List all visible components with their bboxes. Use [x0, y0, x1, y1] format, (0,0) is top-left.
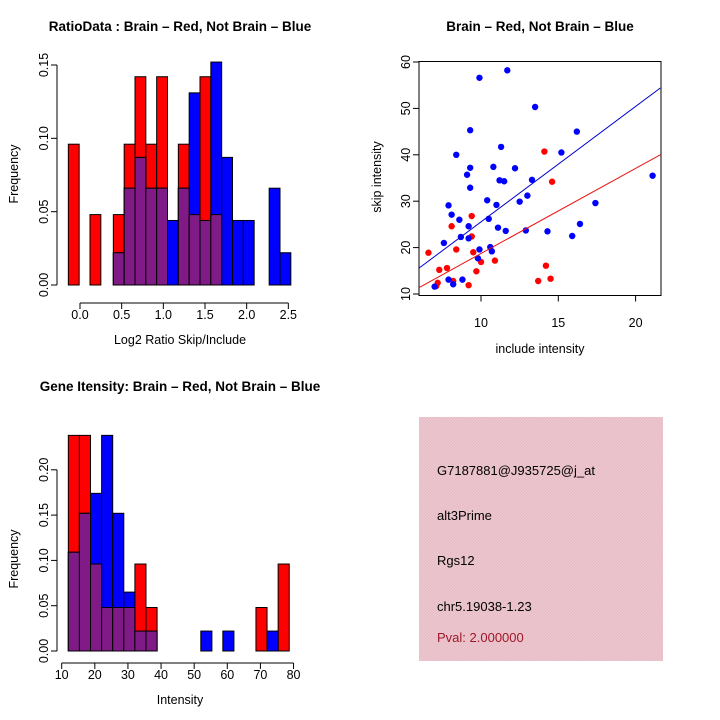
y-tick-label: 0.05	[37, 199, 51, 224]
y-tick-label: 0.15	[37, 502, 51, 528]
histogram-bar-blue	[267, 631, 278, 651]
x-tick-label: 2.0	[237, 308, 256, 322]
data-point-blue	[512, 165, 518, 171]
data-point-blue	[516, 198, 522, 204]
data-point-blue	[445, 276, 451, 282]
x-tick-label: 20	[628, 316, 643, 330]
histogram-bar-overlap	[68, 552, 79, 651]
data-point-red	[425, 250, 431, 256]
histogram-bar-blue	[201, 631, 212, 651]
data-point-blue	[592, 200, 598, 206]
histogram-bar-blue	[167, 220, 178, 285]
panel-title: RatioData : Brain – Red, Not Brain – Blue	[48, 19, 312, 34]
gene-intensity-histogram-plot	[0, 360, 360, 720]
x-tick-label: 30	[120, 668, 135, 682]
x-tick-label: 60	[220, 668, 235, 682]
x-axis-label: Log2 Ratio Skip/Include	[113, 333, 247, 347]
data-point-blue	[445, 202, 451, 208]
y-tick-label: 0.00	[37, 638, 51, 664]
x-tick-label: 40	[154, 668, 169, 682]
x-tick-label: 50	[187, 668, 202, 682]
x-tick-label: 15	[551, 316, 566, 330]
panel-info	[360, 360, 720, 720]
ratio-histogram-plot	[0, 0, 360, 360]
data-point-red	[453, 246, 459, 252]
histogram-bar-overlap	[178, 188, 189, 285]
data-point-blue	[544, 228, 550, 234]
x-tick-label: 20	[87, 668, 102, 682]
data-point-blue	[532, 104, 538, 110]
y-tick-label: 30	[399, 194, 413, 209]
histogram-bar-overlap	[113, 608, 124, 651]
event-type-text: alt3Prime	[437, 508, 492, 523]
histogram-bar-blue	[269, 188, 280, 285]
data-point-red	[535, 278, 541, 284]
data-point-blue	[569, 233, 575, 239]
histogram-bar-blue	[222, 157, 233, 285]
histogram-bar-overlap	[189, 215, 200, 285]
y-tick-label: 0.05	[37, 593, 51, 618]
histogram-bar-overlap	[91, 564, 102, 651]
histogram-bar-overlap	[79, 513, 90, 651]
x-tick-label: 10	[54, 668, 69, 682]
data-point-blue	[456, 217, 462, 223]
x-tick-label: 2.5	[279, 308, 298, 322]
y-tick-label: 0.00	[37, 272, 51, 298]
x-tick-label: 1.0	[154, 308, 173, 322]
data-point-red	[470, 249, 476, 255]
x-tick-label: 80	[286, 668, 301, 682]
data-point-blue	[524, 192, 530, 198]
data-point-blue	[558, 149, 564, 155]
panel-intensity-scatter	[360, 0, 720, 360]
y-tick-label: 10	[399, 287, 413, 301]
data-point-blue	[490, 164, 496, 170]
x-axis-label: include intensity	[495, 342, 585, 356]
data-point-red	[436, 267, 442, 273]
histogram-bar-overlap	[135, 631, 146, 651]
data-point-blue	[498, 144, 504, 150]
y-axis-label: Frequency	[7, 529, 21, 589]
histogram-bar-red	[90, 215, 101, 285]
histogram-bar-overlap	[124, 188, 135, 285]
histogram-bar-red	[68, 144, 79, 285]
pval-text: Pval: 2.000000	[437, 630, 524, 645]
data-point-blue	[577, 221, 583, 227]
data-point-blue	[467, 127, 473, 133]
data-point-red	[448, 223, 454, 229]
data-point-blue	[467, 185, 473, 191]
data-point-red	[469, 213, 475, 219]
y-tick-label: 60	[399, 55, 413, 69]
histogram-bar-overlap	[157, 188, 168, 285]
data-point-red	[541, 148, 547, 154]
x-axis-label: Intensity	[156, 693, 204, 707]
regression-line-red	[419, 155, 660, 288]
histogram-bar-overlap	[146, 188, 157, 285]
panel-gene-intensity-histogram	[0, 360, 360, 720]
data-point-blue	[495, 224, 501, 230]
y-tick-label: 40	[399, 147, 413, 162]
histogram-bar-overlap	[113, 253, 124, 285]
x-tick-label: 10	[474, 316, 488, 330]
data-point-blue	[467, 165, 473, 171]
data-point-blue	[459, 276, 465, 282]
panel-ratio-histogram	[0, 0, 360, 360]
histogram-bar-overlap	[146, 631, 157, 651]
data-point-red	[473, 268, 479, 274]
probe-id-text: G7187881@J935725@j_at	[437, 463, 595, 478]
data-point-blue	[441, 240, 447, 246]
regression-line-blue	[419, 88, 660, 268]
data-point-blue	[574, 128, 580, 134]
x-tick-label: 70	[253, 668, 268, 682]
histogram-bar-blue	[280, 253, 291, 285]
histogram-bar-blue	[232, 220, 243, 285]
data-point-red	[549, 179, 555, 185]
histogram-bar-overlap	[102, 608, 113, 651]
histogram-bar-overlap	[211, 215, 222, 285]
y-axis-label: skip intensity	[370, 141, 384, 213]
data-point-blue	[503, 228, 509, 234]
y-tick-label: 20	[399, 240, 413, 255]
y-tick-label: 0.10	[37, 548, 51, 573]
data-point-blue	[493, 202, 499, 208]
data-point-red	[547, 275, 553, 281]
data-point-blue	[450, 281, 456, 287]
intensity-scatter-plot	[360, 0, 720, 360]
histogram-bar-blue	[243, 220, 254, 285]
y-axis-label: Frequency	[7, 144, 21, 204]
data-point-blue	[649, 172, 655, 178]
histogram-bar-red	[256, 608, 267, 651]
histogram-bar-overlap	[200, 220, 211, 285]
x-tick-label: 0.0	[71, 308, 89, 322]
gene-name-text: Rgs12	[437, 553, 475, 568]
data-point-red	[444, 265, 450, 271]
y-tick-label: 0.10	[37, 126, 51, 151]
x-tick-label: 0.5	[112, 308, 131, 322]
y-tick-label: 50	[399, 101, 413, 116]
data-point-blue	[501, 178, 507, 184]
data-point-blue	[465, 235, 471, 241]
panel-title: Gene Itensity: Brain – Red, Not Brain – Blue	[39, 379, 321, 394]
plot-box	[419, 62, 661, 296]
histogram-bar-red	[278, 564, 289, 651]
histogram-bar-blue	[223, 631, 234, 651]
histogram-bar-overlap	[135, 157, 146, 285]
data-point-blue	[484, 197, 490, 203]
panel-title: Brain – Red, Not Brain – Blue	[446, 19, 634, 34]
info-box	[419, 417, 663, 661]
data-point-blue	[465, 223, 471, 229]
data-point-blue	[476, 75, 482, 81]
x-tick-label: 1.5	[196, 308, 214, 322]
data-point-blue	[448, 211, 454, 217]
locus-text: chr5.19038-1.23	[437, 599, 532, 614]
data-point-blue	[453, 152, 459, 158]
data-point-red	[543, 262, 549, 268]
data-point-blue	[476, 246, 482, 252]
data-point-blue	[464, 172, 470, 178]
y-tick-label: 0.15	[37, 52, 51, 78]
data-point-blue	[504, 67, 510, 73]
data-point-red	[492, 257, 498, 263]
histogram-bar-overlap	[124, 608, 135, 651]
data-point-red	[465, 282, 471, 288]
y-tick-label: 0.20	[37, 457, 51, 482]
data-point-blue	[431, 283, 437, 289]
